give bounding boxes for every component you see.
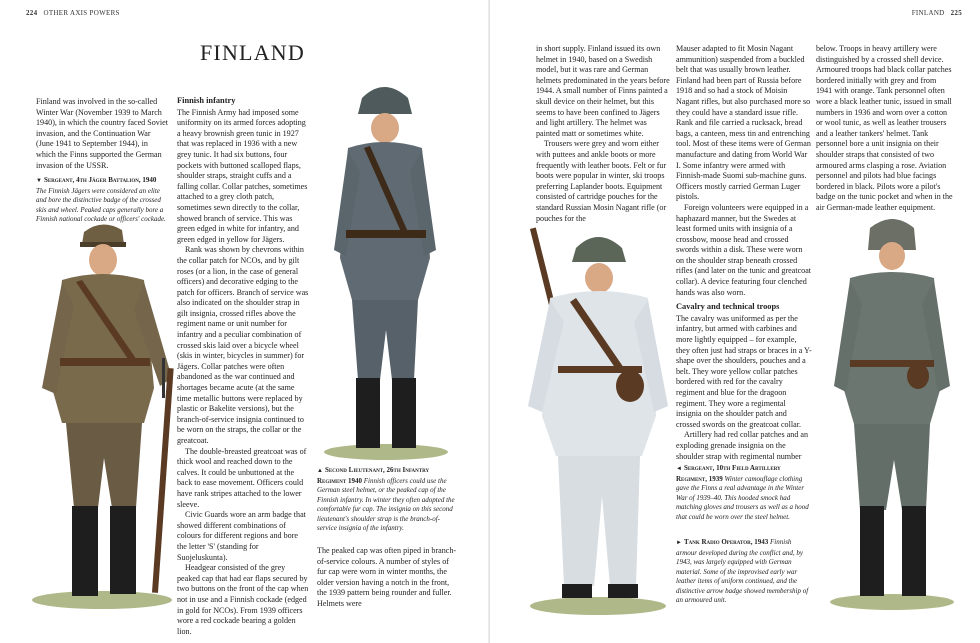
artillery-sergeant-illustration bbox=[518, 226, 678, 616]
infantry-paragraph-1: The Finnish Army had imposed some uniformity on its armed forces adopting a heavy brownish green tunic in 1927 that was replaced in 1936 with a new grey tunic. It had six buttons, four pockets with buttoned scalloped flaps, shoulder straps, straight cuffs and a falling collar. Collar patches, sometimes attached to a grey cloth patch, sometimes sewn directly to the collar, showed branch of service. This was green edged in white for infantry, and green edged in yellow for Jägers. bbox=[177, 107, 308, 244]
section-title-left: OTHER AXIS POWERS bbox=[43, 9, 120, 17]
infantry-paragraph-4: Civic Guards wore an arm badge that showed different combinations of colours for different regions and bore the letter 'S' (standing for Suojeluskunta). bbox=[177, 510, 306, 562]
infantry-paragraph-2: Rank was shown by chevrons within the collar patch for NCOs, and by gilt roses (or a lion, in the case of general officers) and decorative edging to the patch for officers. Branch of service was also indicated on the shoulder strap in gilt insignia, crossed rifles above the regiment name or unit number for infantry and a peculiar combination of crossed skis laid over a bicycle wheel (skis in winter, bicycles in summer) for Jägers. Collar patches were often abandoned as the war continued and shortages became acute (at the same time metallic buttons were replaced by plastic or Bakelite versions), but the branch-of-service insignia continued to be worn on the straps, the collar or the greatcoat. bbox=[177, 245, 309, 445]
cavalry-paragraph-1: The cavalry was uniformed as per the infantry, but armed with carbines and more lightly equipped – for example, they often just had straps or braces in a Y-shape over the shoulders, pouches and a belt. They wore yellow collar patches bordered with red for the cavalry regiment and blue for the dragoon regiment. They wore a regimental insignia on the shoulder patch and crossed swords on the greatcoat collar. bbox=[676, 313, 812, 429]
soldier-jager-illustration bbox=[22, 218, 192, 613]
caption-marker-down: ▼ bbox=[36, 178, 42, 184]
finnish-infantry-heading: Finnish infantry bbox=[177, 96, 236, 105]
caption-body: Finnish officers could use the German steel helmet, or the peaked cap of the Finnish infantry. In winter they often adopted the comfortable fur cap. The insignia on this second lieutenant's shoulder strap is the branch-of-service insignia of the infantry. bbox=[317, 476, 455, 532]
cap-paragraph: The peaked cap was often piped in branch-of-service colours. A number of styles of fur cap were worn in winter months, the older version having a notch in the front, the 1939 pattern being rounder and fuller. Helmets were bbox=[317, 546, 457, 608]
caption-title: Second Lieutenant, 26th Infantry Regiment 1940 bbox=[317, 466, 430, 485]
column-3-bottom bbox=[317, 546, 459, 610]
caption-title: Sergeant, 4th Jäger Battalion, 1940 bbox=[43, 176, 157, 184]
volunteers-paragraph: Foreign volunteers were equipped in a haphazard manner, but the Swedes at least formed units with insignia of a crossbow, moose head and crossed swords within a disk. These were worn on the shoulder strap beneath crossed rifles (and later on the tunic and greatcoat collar). A device featuring four clenched hands was also worn. bbox=[676, 202, 812, 297]
intro-paragraph: Finland was involved in the so-called Winter War (November 1939 to March 1940), in which the country faced Soviet invasion, and the Continuation War (June 1941 to September 1944), in which the Finns supported the German invasion of the USSR. bbox=[36, 97, 168, 170]
second-lieutenant-illustration bbox=[318, 80, 453, 460]
caption-body: The Finnish Jägers were considered an elite and bore the distinctive badge of the crossed skis and wheel. Peaked caps generally bore a Finnish national cockade or officers' cockade. bbox=[36, 186, 166, 223]
caption-artillery-sergeant bbox=[676, 464, 810, 522]
caption-title: Sergeant, 10th Field Artillery Regiment, 1939 bbox=[676, 464, 781, 483]
cavalry-heading: Cavalry and technical troops bbox=[676, 302, 780, 312]
page-title: FINLAND bbox=[200, 40, 305, 65]
intro-column bbox=[36, 97, 168, 171]
running-head-right bbox=[912, 9, 962, 17]
running-head-left bbox=[26, 9, 120, 17]
artillery-armour-paragraph: below. Troops in heavy artillery were distinguished by a crossed shell device. Armoured troops had black collar patches bordered initially with grey and from 1941 with orange. Tank personnel often wore a black leather tunic, issued in small numbers in 1936 and worn over a cotton or wool tunic, as well as leather trousers and a leather tankers' helmet. Tank personnel bore a unit insignia on their shoulder straps that consisted of two armoured arms clasping a rose. Aviation personnel and pilots had blue facings bordered in black. Pilots wore a pilot's badge on the tunic pocket and when in the air German-made leather equipment. bbox=[816, 44, 953, 212]
page-number-left: 224 bbox=[26, 9, 38, 17]
infantry-paragraph-3: The double-breasted greatcoat was of thick wool and reached down to the calves. It could be unbuttoned at the back to ease movement. Officers could have rank stripes attached to the lower sleeve. bbox=[177, 446, 307, 509]
cavalry-paragraph-2: Artillery had red collar patches and an exploding grenade insignia on the shoulder strap with regimental number bbox=[676, 430, 809, 461]
caption-second-lieutenant bbox=[317, 466, 457, 534]
caption-marker-up: ▲ bbox=[317, 468, 323, 474]
right-column-2 bbox=[676, 44, 812, 462]
caption-body: Winter camouflage clothing gave the Finns a real advantage in the Winter War of 1939–40. This hooded smock had matching gloves and trousers as well as a hood that could be worn over the steel helmet. bbox=[676, 474, 809, 521]
right-column-1 bbox=[536, 44, 670, 224]
right-column-3 bbox=[816, 44, 954, 214]
page-number-right: 225 bbox=[950, 9, 962, 17]
right-page bbox=[490, 0, 980, 643]
equipment-paragraph: Mauser adapted to fit Mosin Nagant ammunition) suspended from a buckled belt that was usually brown leather. Finland had been part of Russia before 1918 and so had a stock of Moisin Nagant rifles, but also purchased more so they could have a standard issue rifle. Rank and file carried a rucksack, bread bags, a canteen, mess tin and entrenching tool. Most of these items were of German manufacture and dating from World War I. Some infantry were armed with Finnish-made Suomi sub-machine guns. Officers mostly carried German Luger pistols. bbox=[676, 44, 811, 202]
caption-tank-radio-operator bbox=[676, 538, 810, 606]
caption-marker-left: ◄ bbox=[676, 466, 682, 472]
section-title-right: FINLAND bbox=[911, 9, 945, 17]
trousers-paragraph: Trousers were grey and worn either with puttees and ankle boots or more frequently with leather boots. Felt or fur boots were popular in winter, ski troops preferring Laplander boots. Equipment consisted of cartridge pouches for the standard Russian Mosin Nagant rifle (or pouches for the bbox=[536, 139, 667, 223]
caption-marker-right: ► bbox=[676, 540, 682, 546]
caption-title: Tank Radio Operator, 1943 bbox=[683, 538, 769, 546]
infantry-paragraph-5: Headgear consisted of the grey peaked cap that had ear flaps secured by two buttons on the front of the cap when not in use and a Finnish cockade (edged in gold for NCOs). From 1939 officers wore a red cockade bearing a golden lion. bbox=[177, 563, 309, 636]
tank-radio-operator-illustration bbox=[822, 210, 962, 610]
helmet-paragraph: in short supply. Finland issued its own helmet in 1940, based on a Swedish model, but it was rare and German helmets predominated in the years before 1944. A small number of Finns painted a skull device on their helmet, but this seems to have been confined to Jägers and light artillery. The helmet was painted matt or sometimes white. bbox=[536, 44, 670, 138]
finnish-infantry-column bbox=[177, 96, 309, 637]
caption-body: Finnish armour developed during the conflict and, by 1943, was largely equipped with German material. Some of the improvised early war leather items of uniform continued, and the distinctive arrow badge showed membership of an armoured unit. bbox=[676, 538, 809, 604]
